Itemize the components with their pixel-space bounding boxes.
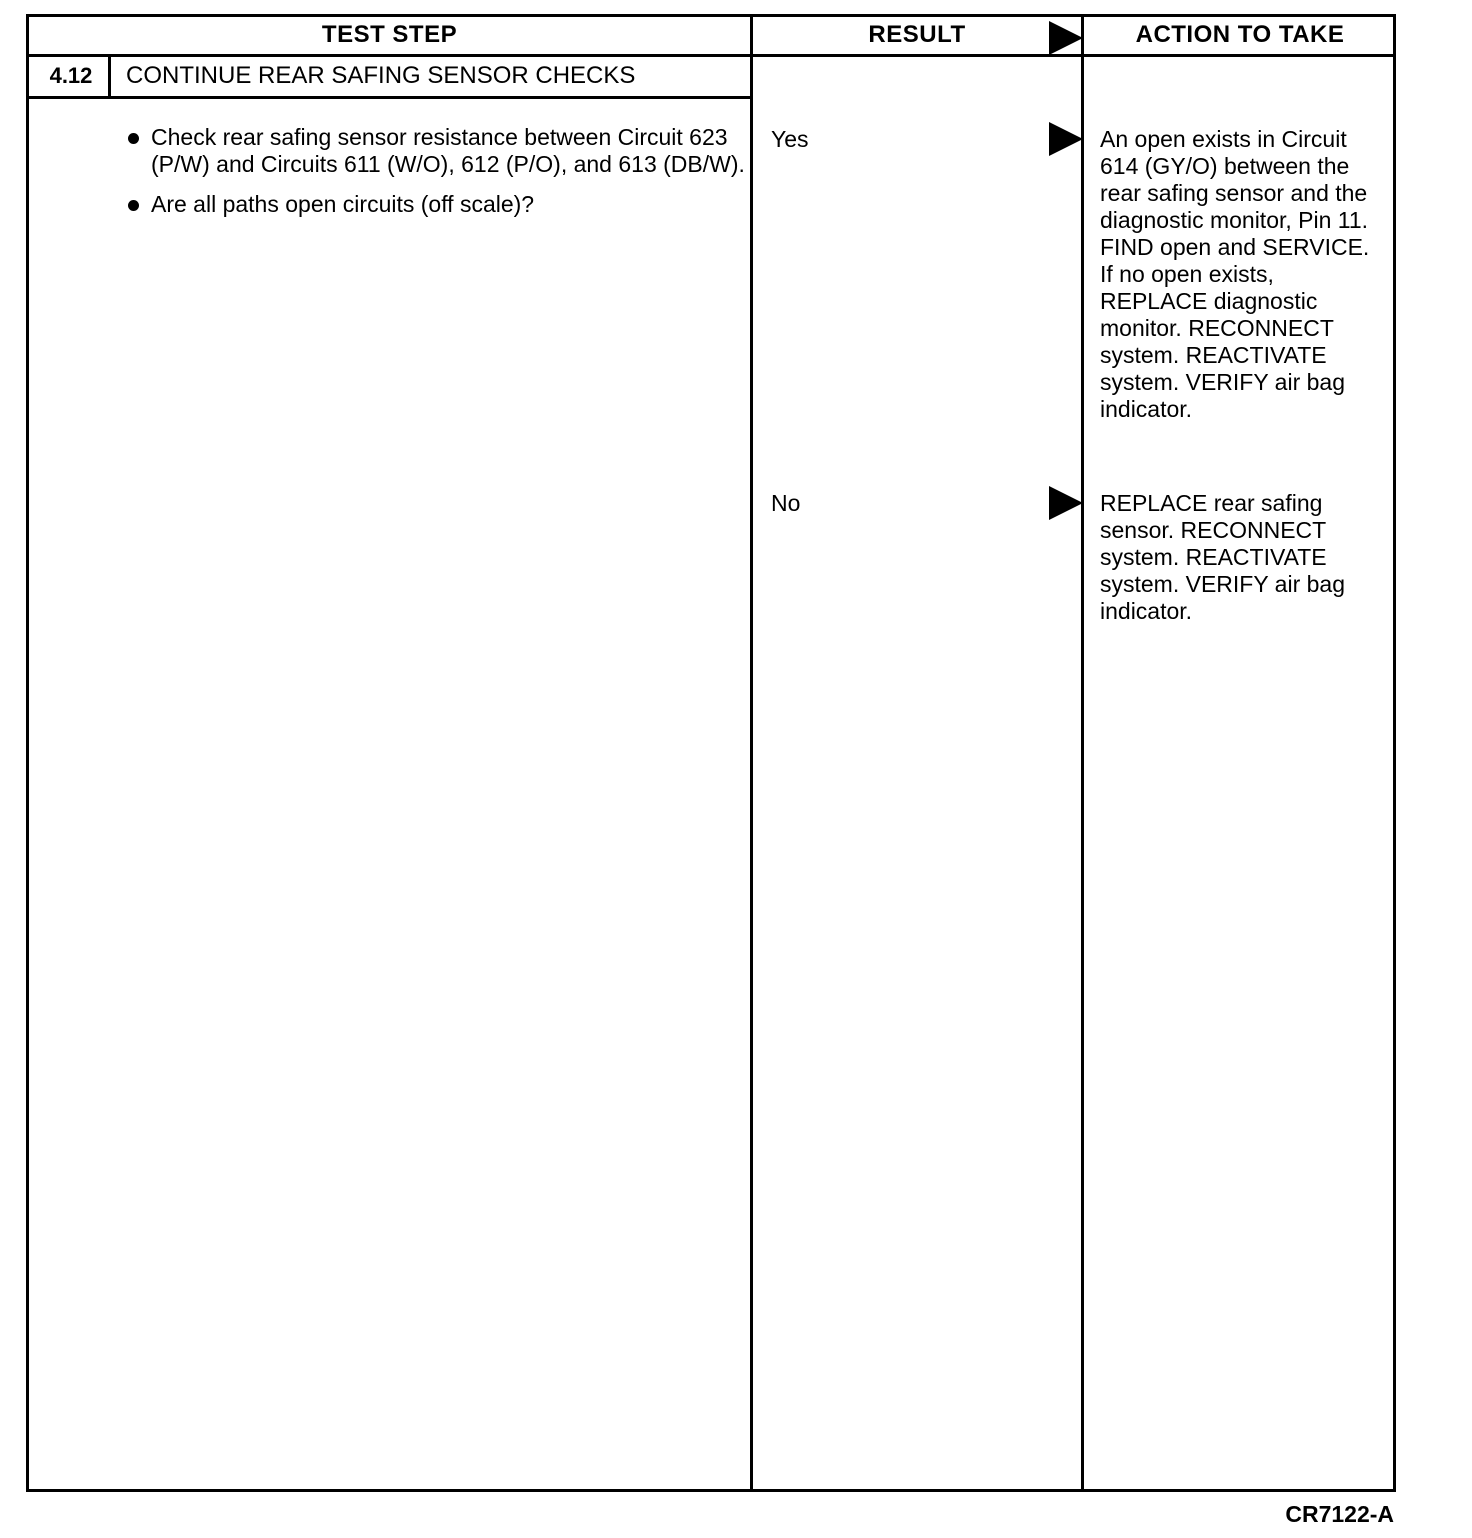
action-yes: An open exists in Circuit 614 (GY/O) between the rear safing sensor and the diagnostic monitor, Pin 11. FIND open and SERVICE. If no open exists, REPLACE diagnostic monitor. RECONNECT system. REACTIVATE system. VERIFY air bag indicator.: [1100, 126, 1370, 422]
action-no: REPLACE rear safing sensor. RECONNECT system. REACTIVATE system. VERIFY air bag indicator.: [1100, 490, 1345, 624]
column-divider-result-action: [1081, 14, 1084, 1492]
instruction-text: Are all paths open circuits (off scale)?: [151, 191, 535, 217]
step-number-divider: [108, 54, 111, 99]
instruction-text: Check rear safing sensor resistance between Circuit 623 (P/W) and Circuits 611 (W/O), 612 (P/O), and 613 (DB/W).: [151, 124, 745, 177]
step-number: 4.12: [49, 63, 93, 88]
step-title: CONTINUE REAR SAFING SENSOR CHECKS: [126, 62, 636, 89]
instruction-item: [126, 191, 746, 218]
header-test-step: TEST STEP: [321, 21, 458, 48]
header-divider: [26, 54, 1396, 57]
header-result: RESULT: [868, 21, 966, 48]
result-yes: Yes: [771, 126, 809, 152]
column-divider-test-result: [750, 14, 753, 1492]
step-instructions: [126, 124, 746, 231]
result-yes-arrow-icon: [1049, 122, 1083, 156]
header-arrow-icon: [1049, 21, 1083, 55]
instruction-item: [126, 124, 746, 178]
bullet-icon: [128, 133, 139, 144]
header-action-to-take: ACTION TO TAKE: [1135, 21, 1345, 48]
result-no-arrow-icon: [1049, 486, 1083, 520]
step-title-divider: [26, 96, 753, 99]
result-no: No: [771, 490, 801, 516]
bullet-icon: [128, 200, 139, 211]
figure-code: CR7122-A: [1285, 1501, 1394, 1527]
